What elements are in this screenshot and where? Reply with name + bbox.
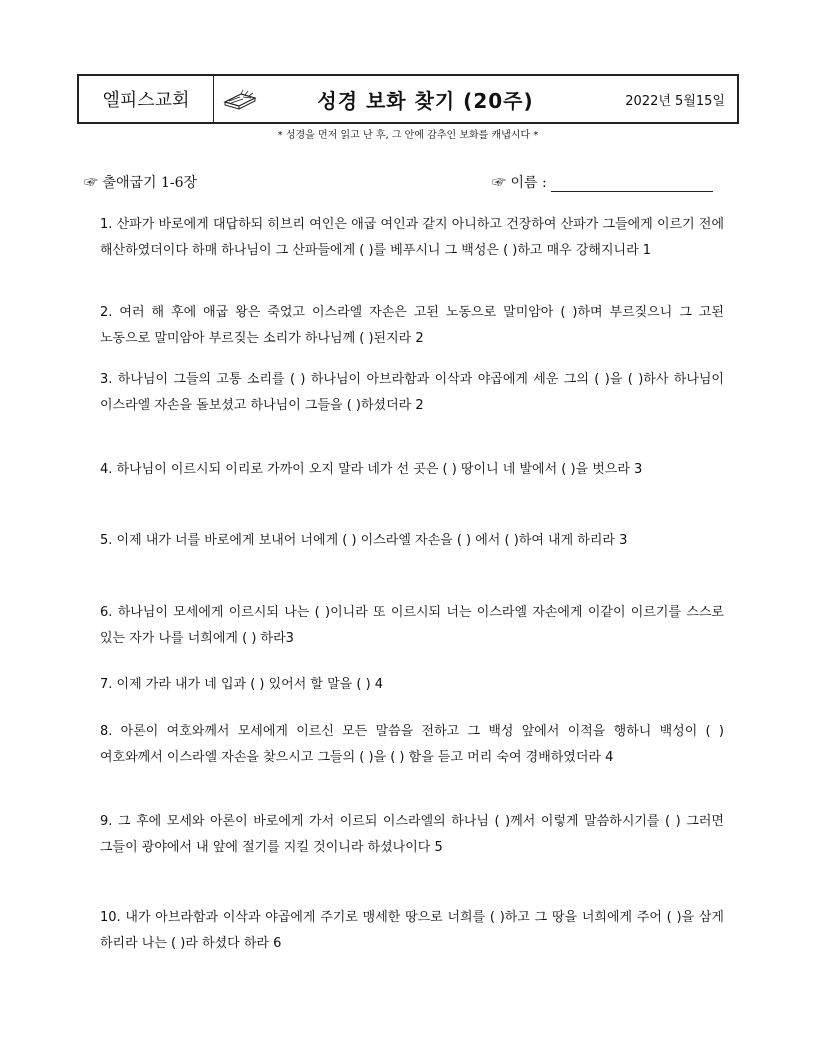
question-8: 8. 아론이 여호와께서 모세에게 이르신 모든 말씀을 전하고 그 백성 앞에서 이적을 행하니 백성이 ( ) 여호와께서 이스라엘 자손을 찾으시고 그들의 ( )을 ( ) 함을 듣고 머리 숙여 경배하였더라 4 [100,724,724,765]
date: 2022년 5월15일 [625,93,725,109]
question-9: 9. 그 후에 모세와 아론이 바로에게 가서 이르되 이스라엘의 하나님 ( )께서 이렇게 말씀하시기를 ( ) 그러면 그들이 광야에서 내 앞에 절기를 지킬 것이니라 하셨나이다 5 [100,814,724,855]
page-title: 성경 보화 찾기 (20주) [317,88,534,113]
name-underline[interactable] [551,175,713,192]
open-book-icon [214,76,266,122]
question-1: 1. 산파가 바로에게 대답하되 히브리 여인은 애굽 여인과 같지 아니하고 건장하여 산파가 그들에게 이르기 전에 해산하였더이다 하매 하나님이 그 산파들에게 ( )를 베푸시니 그 백성은 ( )하고 매우 강해지니라 1 [100,217,724,258]
question-3: 3. 하나님이 그들의 고통 소리를 ( ) 하나님이 아브라함과 이삭과 야곱에게 세운 그의 ( )을 ( )하사 하나님이 이스라엘 자손을 돌보셨고 하나님이 그들을 ( )하셨더라 2 [100,372,724,413]
question-5: 5. 이제 내가 너를 바로에게 보내어 너에게 ( ) 이스라엘 자손을 ( ) 에서 ( )하여 내게 하리라 3 [100,533,628,548]
question-2: 2. 여러 해 후에 애굽 왕은 죽었고 이스라엘 자손은 고된 노동으로 말미암아 ( )하며 부르짖으니 그 고된 노동으로 말미암아 부르짖는 소리가 하나님께 ( )된지라 2 [100,305,724,346]
worksheet-header [77,74,739,124]
name-field[interactable] [492,172,713,192]
question-6: 6. 하나님이 모세에게 이르시되 나는 ( )이니라 또 이르시되 너는 이스라엘 자손에게 이같이 이르기를 스스로 있는 자가 나를 너희에게 ( ) 하라3 [100,605,724,646]
question-10: 10. 내가 아브라함과 이삭과 야곱에게 주기로 맹세한 땅으로 너희를 ( )하고 그 땅을 너희에게 주어 ( )을 삼게 하리라 나는 ( )라 하셨다 하라 6 [100,910,724,951]
name-label: ☞ 이름 : [492,175,547,191]
question-4: 4. 하나님이 이르시되 이리로 가까이 오지 말라 네가 선 곳은 ( ) 땅이니 네 발에서 ( )을 벗으라 3 [100,462,643,477]
instruction-subtitle: * 성경을 먼저 읽고 난 후, 그 안에 감추인 보화를 캐냅시다 * [277,130,539,141]
question-7: 7. 이제 가라 내가 네 입과 ( ) 있어서 할 말을 ( ) 4 [100,677,384,692]
church-name: 엘피스교회 [79,76,214,122]
chapter-range: ☞ 출애굽기 1-6장 [84,175,198,191]
